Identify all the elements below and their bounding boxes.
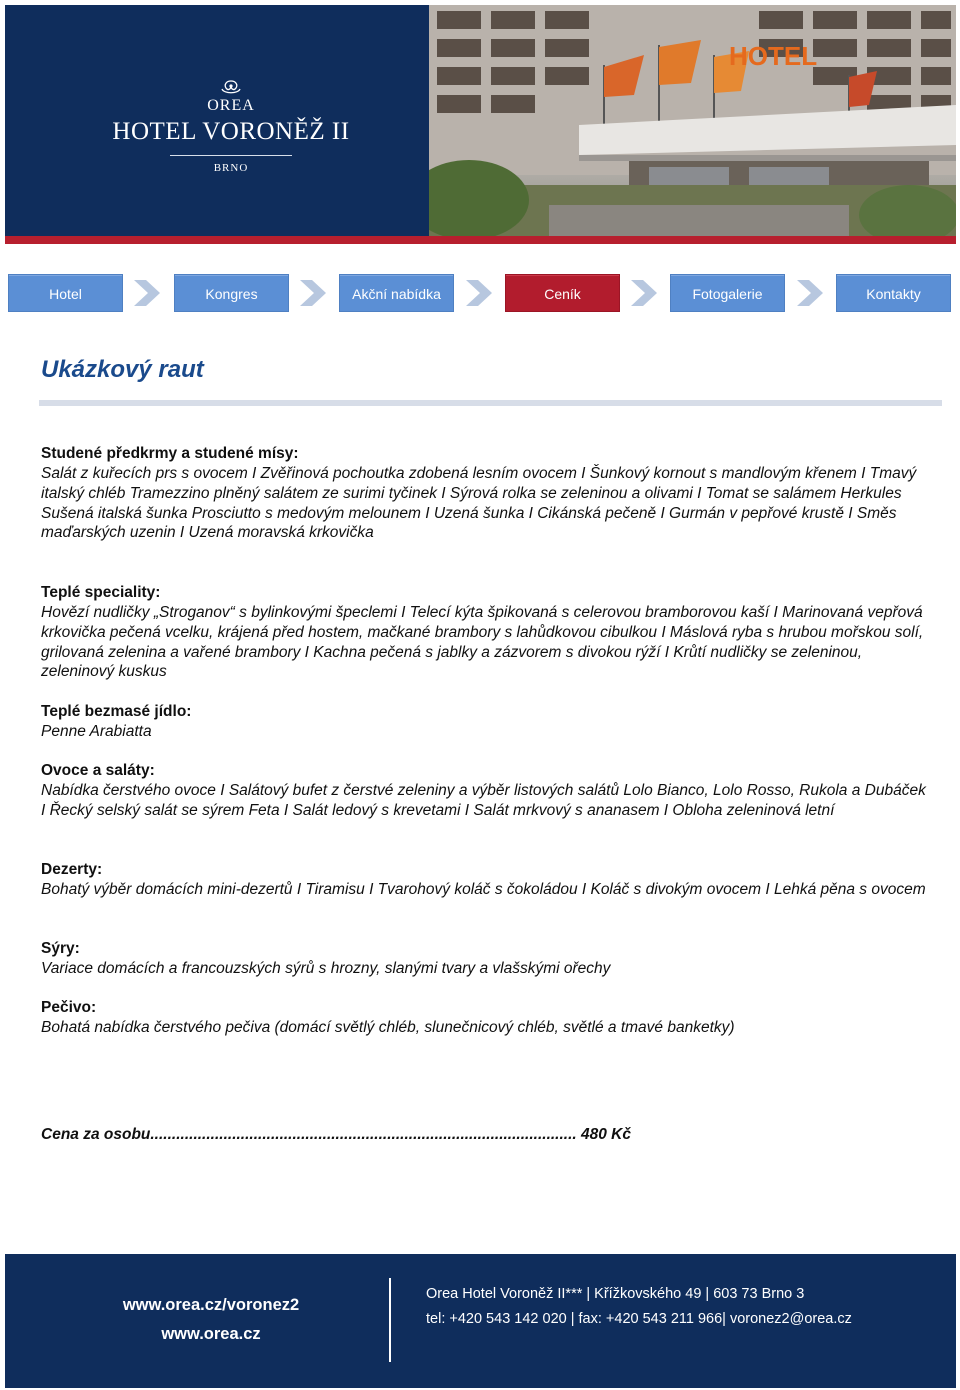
hotel-photo xyxy=(429,5,956,236)
section-text: Nabídka čerstvého ovoce I Salátový bufet z čerstvé zeleniny a výběr listových salátů Lolo Bianco, Lolo Rosso, Rukola a Dubáček I Řecký selský salát se sýrem Feta I Salát ledový s krevetami I Salát mrkvový s ananasem I Obloha zeleninová letní xyxy=(41,782,926,819)
menu-section-bakery xyxy=(41,998,931,1038)
footer-contact: tel: +420 543 142 020 | fax: +420 543 211 966| voronez2@orea.cz xyxy=(426,1311,852,1327)
section-text: Bohatá nabídka čerstvého pečiva (domácí světlý chléb, slunečnicový chléb, světlé a tmavé banketky) xyxy=(41,1019,735,1036)
menu-section-fruit-salads xyxy=(41,761,931,821)
section-text: Salát z kuřecích prs s ovocem I Zvěřinová pochoutka zdobená lesním ovocem I Šunkový kornout s mandlovým křenem I Tmavý italský chléb Tramezzino plněný salátem ze surimi tyčinek I Sýrová rolka se zeleninou a olivami I Tomat se salámem Herkules xyxy=(41,465,917,502)
menu-section-vegetarian xyxy=(41,702,931,742)
section-text: Bohatý výběr domácích mini-dezertů I Tiramisu I Tvarohový koláč s čokoládou I Koláč s divokým ovocem I Lehká pěna s ovocem xyxy=(41,881,926,898)
title-divider xyxy=(39,400,942,406)
page-title: Ukázkový raut xyxy=(41,356,204,383)
hotel-logo xyxy=(91,79,371,174)
chevron-right-icon xyxy=(132,278,162,308)
orea-emblem-icon xyxy=(216,79,246,97)
menu-section-desserts xyxy=(41,860,931,900)
section-text: Sušená italská šunka Prosciutto s medovým melounem I Uzená šunka I Cikánská pečeně I Gurmán v pepřové krustě I Směs maďarských uzenin I Uzená moravská krkovička xyxy=(41,504,897,542)
nav-kongres[interactable]: Kongres xyxy=(174,274,289,312)
hotel-building-image xyxy=(429,5,956,236)
section-heading: Ovoce a saláty: xyxy=(41,762,155,779)
footer xyxy=(5,1254,956,1388)
nav-hotel[interactable]: Hotel xyxy=(8,274,123,312)
chevron-right-icon xyxy=(629,278,659,308)
section-text: Variace domácích a francouzských sýrů s hrozny, slanými tvary a vlašskými ořechy xyxy=(41,960,611,977)
section-text: Hovězí nudličky „Stroganov“ s bylinkovými špeclemi I Telecí kýta špikovaná s celerovou bramborovou kaší I Marinovaná vepřová krkovička pečená vcelku, krájená před hostem, mačkané brambory s lahůdkovou cibulkou I Máslová ryba s hrubou mořskou solí, grilovaná zelenina a vařené brambory I Kachna pečená s jablky a zázvorem s divokou rýží I Krůtí nudličky se zeleninou, zeleninový kuskus xyxy=(41,604,924,681)
footer-address: Orea Hotel Voroněž II*** | Křížkovského 49 | 603 73 Brno 3 xyxy=(426,1286,805,1302)
hotel-name: HOTEL VORONĚŽ II xyxy=(112,118,350,145)
footer-link-voronez2[interactable]: www.orea.cz/voronez2 xyxy=(122,1296,300,1314)
section-text: Penne Arabiatta xyxy=(41,723,152,740)
menu-section-cheeses xyxy=(41,939,931,979)
nav-akcni-nabidka[interactable]: Akční nabídka xyxy=(339,274,454,312)
menu-section-hot-specials xyxy=(41,583,931,682)
hotel-city: BRNO xyxy=(213,162,249,174)
section-heading: Sýry: xyxy=(41,940,80,957)
main-navigation xyxy=(8,274,952,312)
menu-section-cold-starters xyxy=(41,444,931,543)
section-heading: Dezerty: xyxy=(41,861,103,878)
section-heading: Teplé speciality: xyxy=(41,584,161,601)
nav-kontakty[interactable]: Kontakty xyxy=(836,274,951,312)
chevron-right-icon xyxy=(298,278,328,308)
svg-text:HOTEL: HOTEL xyxy=(729,41,818,71)
footer-divider xyxy=(389,1278,391,1362)
header-banner xyxy=(5,5,956,241)
nav-cenik[interactable]: Ceník xyxy=(505,274,620,312)
footer-link-orea[interactable]: www.orea.cz xyxy=(161,1325,261,1343)
nav-fotogalerie[interactable]: Fotogalerie xyxy=(670,274,785,312)
section-heading: Pečivo: xyxy=(41,999,97,1016)
brand-name: OREA xyxy=(207,97,255,114)
section-heading: Studené předkrmy a studené mísy: xyxy=(41,445,299,462)
section-heading: Teplé bezmasé jídlo: xyxy=(41,703,192,720)
chevron-right-icon xyxy=(795,278,825,308)
logo-divider xyxy=(170,155,292,156)
price-per-person: Cena za osobu................................................................................................... 480 Kč xyxy=(41,1126,631,1143)
chevron-right-icon xyxy=(464,278,494,308)
header-accent-bar xyxy=(5,236,956,244)
